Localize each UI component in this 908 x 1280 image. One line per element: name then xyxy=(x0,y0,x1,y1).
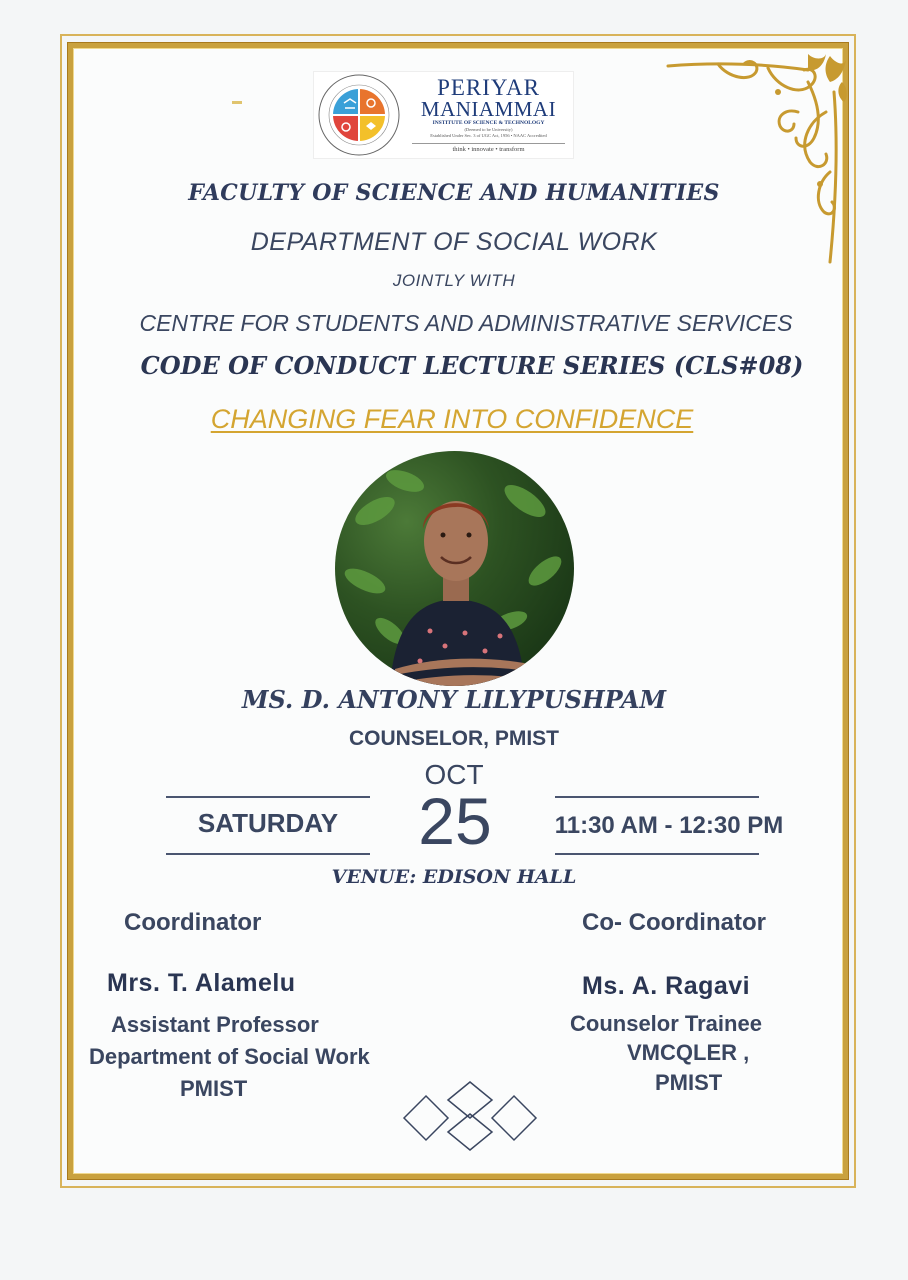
coordinator-heading: Coordinator xyxy=(124,909,262,936)
logo-established: Established Under Sec. 3 of UGC Act, 1956 • NAAC Accredited xyxy=(430,133,547,138)
co-coordinator-institution: PMIST xyxy=(655,1070,723,1095)
event-venue: VENUE: EDISON HALL xyxy=(331,866,577,888)
coordinator-institution: PMIST xyxy=(180,1076,248,1101)
department-heading: DEPARTMENT OF SOCIAL WORK xyxy=(250,228,658,256)
event-time: 11:30 AM - 12:30 PM xyxy=(554,812,784,839)
university-emblem-icon xyxy=(314,72,404,158)
event-month: OCT xyxy=(424,759,484,790)
divider-line xyxy=(166,796,370,798)
divider-line xyxy=(166,853,370,855)
co-coordinator-department: VMCQLER , xyxy=(627,1040,750,1065)
co-coordinator-name: Ms. A. Ragavi xyxy=(582,972,751,1000)
coordinator-name: Mrs. T. Alamelu xyxy=(107,969,296,997)
university-logo xyxy=(313,71,574,159)
speaker-role: COUNSELOR, PMIST xyxy=(348,727,559,750)
logo-name-line2: MANIAMMAI xyxy=(420,97,557,121)
lecture-series-title: CODE OF CONDUCT LECTURE SERIES (CLS#08) xyxy=(140,351,804,380)
speaker-photo xyxy=(335,451,574,686)
jointly-with-text: JOINTLY WITH xyxy=(392,271,516,290)
diamond-ornament-icon xyxy=(402,1080,538,1155)
event-weekday: SATURDAY xyxy=(197,808,339,838)
logo-name-line1: PERIYAR xyxy=(437,75,540,100)
centre-heading: CENTRE FOR STUDENTS AND ADMINISTRATIVE SERVICES xyxy=(139,310,793,336)
coordinator-department: Department of Social Work xyxy=(89,1044,370,1069)
co-coordinator-heading: Co- Coordinator xyxy=(582,909,766,936)
logo-tagline: think • innovate • transform xyxy=(412,143,565,153)
lecture-topic: CHANGING FEAR INTO CONFIDENCE xyxy=(210,404,694,434)
university-wordmark xyxy=(404,77,573,153)
coordinator-designation: Assistant Professor xyxy=(111,1012,319,1037)
speaker-name: MS. D. ANTONY LILYPUSHPAM xyxy=(241,685,667,714)
faculty-heading: FACULTY OF SCIENCE AND HUMANITIES xyxy=(188,180,720,206)
decorative-mark xyxy=(232,101,242,104)
co-coordinator-designation: Counselor Trainee xyxy=(570,1011,762,1036)
divider-line xyxy=(555,853,759,855)
logo-deemed: (Deemed to be University) xyxy=(464,127,513,132)
speaker-portrait-illustration xyxy=(335,451,574,686)
divider-line xyxy=(555,796,759,798)
event-day: 25 xyxy=(418,784,492,858)
logo-subtitle: INSTITUTE OF SCIENCE & TECHNOLOGY xyxy=(432,120,545,126)
